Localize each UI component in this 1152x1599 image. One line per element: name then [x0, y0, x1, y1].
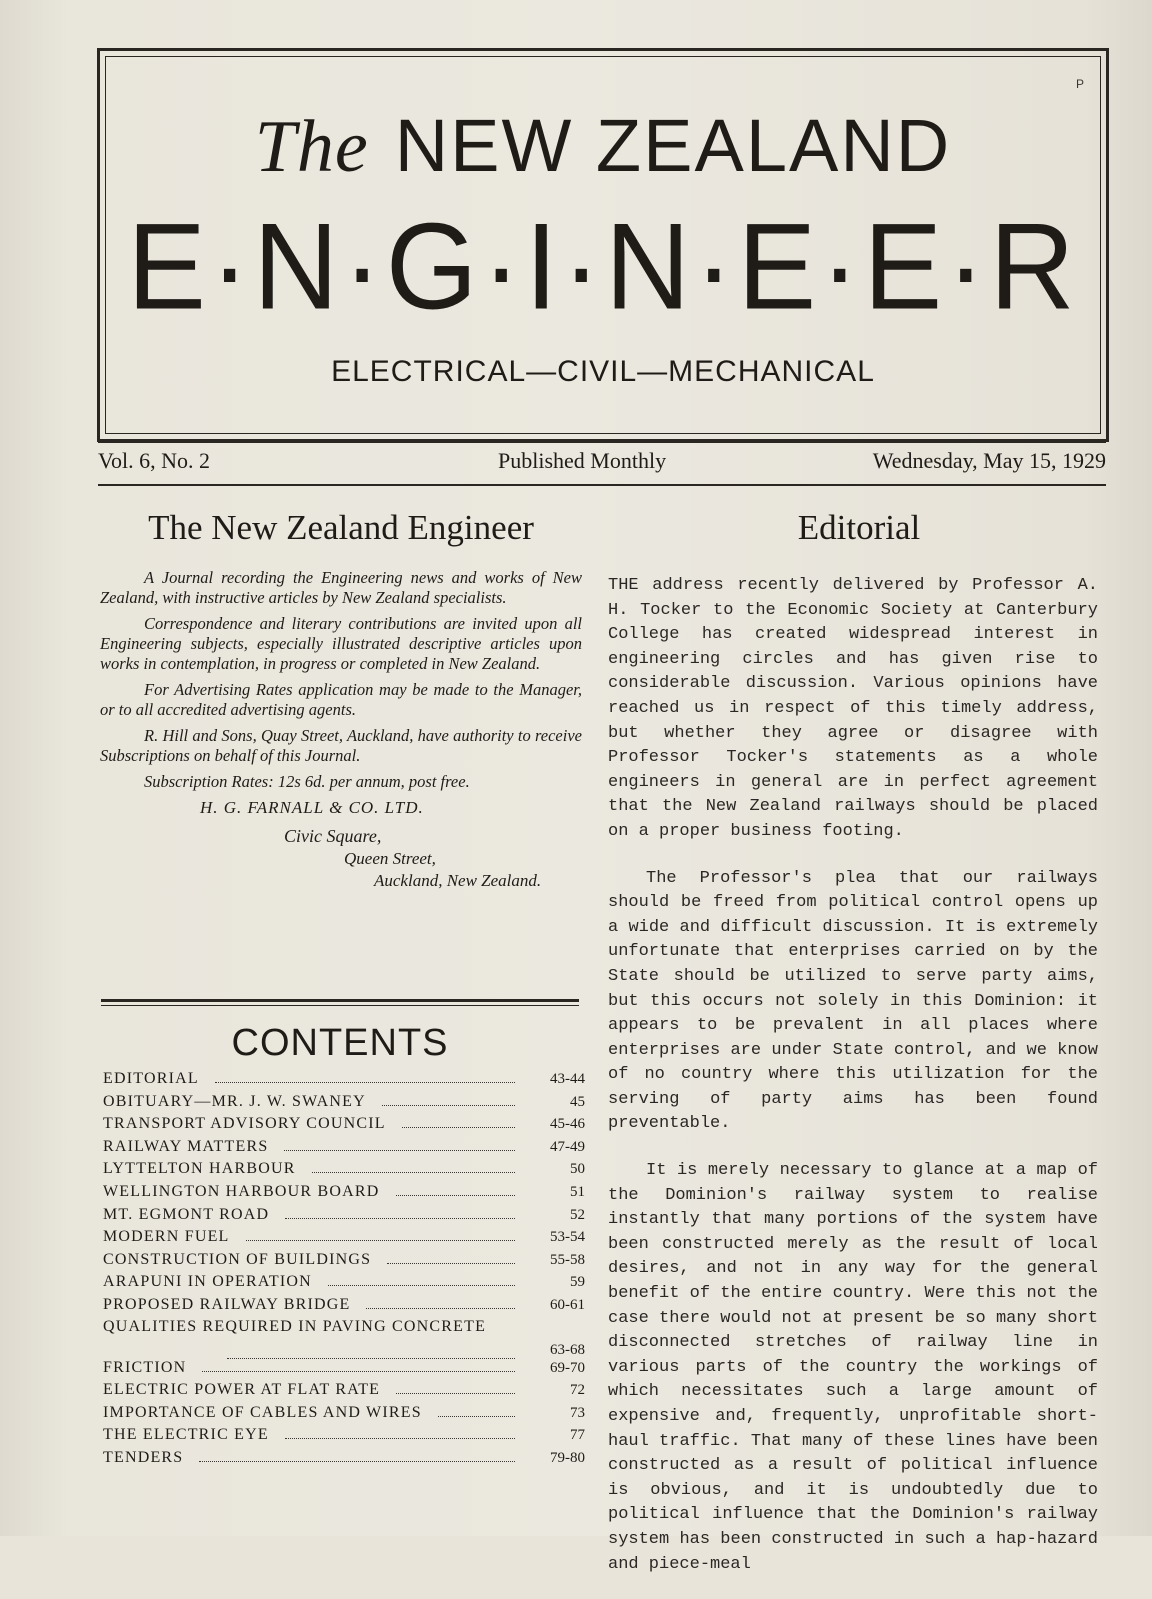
toc-entry-title: MT. EGMONT ROAD: [103, 1205, 270, 1223]
publisher-address-line: Auckland, New Zealand.: [374, 871, 542, 890]
toc-entry[interactable]: [103, 1228, 585, 1251]
toc-entry[interactable]: [103, 1070, 585, 1093]
subscription-rates: Subscription Rates: 12s 6d. per annum, post free.: [144, 772, 470, 791]
toc-entry[interactable]: [103, 1138, 585, 1161]
toc-entry[interactable]: [103, 1381, 585, 1404]
dateline: [98, 448, 1106, 482]
toc-entry-pages: 79-80: [550, 1449, 585, 1466]
dateline-bottom-rule: [98, 484, 1106, 486]
toc-leader-dots: [396, 1183, 516, 1196]
toc-entry[interactable]: [103, 1449, 585, 1472]
toc-leader-dots: [438, 1404, 515, 1417]
toc-entry-title: QUALITIES REQUIRED IN PAVING CONCRETE: [103, 1317, 487, 1335]
editorial-body: [608, 574, 1098, 1577]
toc-leader-dots: [382, 1093, 515, 1106]
about-heading: The New Zealand Engineer: [148, 508, 534, 547]
toc-entry-title: TENDERS: [103, 1448, 184, 1466]
toc-entry-title: OBITUARY—MR. J. W. SWANEY: [103, 1092, 366, 1110]
publisher-address-line: Queen Street,: [344, 849, 436, 868]
toc-entry-title: FRICTION: [103, 1358, 187, 1376]
toc-entry-pages: 55-58: [550, 1251, 585, 1268]
masthead-subtitle: ELECTRICAL—CIVIL—MECHANICAL: [331, 355, 875, 388]
toc-entry[interactable]: [103, 1206, 585, 1229]
toc-entry-title: LYTTELTON HARBOUR: [103, 1160, 296, 1178]
publisher-name: H. G. FARNALL & CO. LTD.: [200, 798, 424, 817]
toc-entry-title: WELLINGTON HARBOUR BOARD: [103, 1182, 380, 1200]
masthead-title-new-zealand: NEW ZEALAND: [394, 104, 952, 187]
toc-leader-dots: [285, 1426, 515, 1439]
toc-entry-pages: 52: [570, 1206, 585, 1223]
toc-leader-dots: [387, 1251, 515, 1264]
issue-date: Wednesday, May 15, 1929: [872, 448, 1106, 473]
about-paragraph: For Advertising Rates application may be made to the Manager, or to all accredited advertising agents.: [100, 680, 582, 719]
about-paragraph: Correspondence and literary contributions are invited upon all Engineering subjects, especially illustrated descriptive articles upon works in contemplation, in progress or completed in New Zealand.: [100, 614, 582, 673]
toc-leader-dots: [199, 1449, 515, 1462]
masthead-title-line: [100, 103, 1106, 190]
toc-entry-title: PROPOSED RAILWAY BRIDGE: [103, 1295, 351, 1313]
toc-leader-dots: [366, 1296, 515, 1309]
toc-entry-pages: 77: [570, 1427, 585, 1444]
editorial-paragraph: THE address recently delivered by Professor A. H. Tocker to the Economic Society at Canterbury College has created widespread interest in engineering circles and has given rise to considerable discussion. Various opinions have reached us in respect of this timely address, but whether they agree or disagree with Professor Tocker's statements as a whole engineers in general are in perfect agreement that the New Zealand railways should be placed on a proper business footing.: [608, 576, 1098, 841]
toc-entry-title: CONSTRUCTION OF BUILDINGS: [103, 1250, 372, 1268]
toc-entry-pages: 51: [570, 1183, 585, 1200]
toc-entry-pages: 53-54: [550, 1229, 585, 1246]
toc-entry-pages: 63-68: [550, 1341, 585, 1358]
toc-entry[interactable]: [103, 1273, 585, 1296]
toc-leader-dots: [215, 1070, 515, 1083]
toc-leader-dots: [312, 1160, 515, 1173]
volume-number: Vol. 6, No. 2: [98, 448, 211, 473]
editorial-paragraph: It is merely necessary to glance at a map of the Dominion's railway system to realise instantly that many portions of the system have been constructed merely as the result of local desires, and not in any way for the general benefit of the entire country. Were this not the case there would not at present be so many short disconnected stretches of railway line in various parts of the country the workings of which necessitates such a large amount of expensive and, frequently, unprofitable short-haul traffic. That many of these lines have been constructed as a result of political influence is obvious, and it is undoubtedly due to political influence that the Dominion's railway system has been constructed in such a hap-hazard and piece-meal: [608, 1161, 1098, 1574]
toc-leader-dots: [285, 1206, 515, 1219]
toc-leader-dots: [202, 1359, 515, 1372]
toc-entry[interactable]: [103, 1093, 585, 1116]
toc-entry-pages: 45-46: [550, 1116, 585, 1133]
toc-leader-dots: [227, 1346, 515, 1359]
editorial-column: [608, 508, 1098, 1599]
contents-heading: CONTENTS: [231, 1022, 449, 1064]
masthead-title-the: The: [254, 106, 369, 188]
toc-entry-pages: 72: [570, 1382, 585, 1399]
toc-entry-pages: 59: [570, 1274, 585, 1291]
masthead-frame: [97, 48, 1109, 442]
toc-entry[interactable]: [103, 1296, 585, 1319]
toc-entry-pages: 69-70: [550, 1359, 585, 1376]
toc-entry[interactable]: [103, 1404, 585, 1427]
toc-leader-dots: [246, 1228, 515, 1241]
toc-entry-pages: 43-44: [550, 1071, 585, 1087]
toc-entry[interactable]: [103, 1359, 585, 1382]
toc-entry-title: RAILWAY MATTERS: [103, 1137, 269, 1155]
toc-entry[interactable]: [103, 1115, 585, 1138]
about-paragraph: R. Hill and Sons, Quay Street, Auckland, have authority to receive Subscriptions on behalf of this Journal.: [100, 726, 582, 765]
dateline-top-rule: [98, 441, 1106, 443]
toc-entry-title: THE ELECTRIC EYE: [103, 1426, 269, 1444]
corner-mark: P: [1075, 77, 1084, 91]
toc-entry-pages: 47-49: [550, 1138, 585, 1155]
toc-leader-dots: [396, 1381, 515, 1394]
toc-entry[interactable]: [103, 1160, 585, 1183]
masthead-title-engineer: E·N·G·I·N·E·E·R: [127, 198, 1079, 336]
toc-entry-pages: 50: [570, 1161, 585, 1178]
toc-leader-dots: [402, 1115, 515, 1128]
toc-entry-title: MODERN FUEL: [103, 1228, 230, 1246]
toc-entry-pages: 45: [570, 1093, 585, 1110]
publisher-address-line: Civic Square,: [284, 826, 382, 846]
toc-entry-title: EDITORIAL: [103, 1070, 199, 1087]
toc-leader-dots: [328, 1273, 515, 1286]
editorial-paragraph: The Professor's plea that our railways should be freed from political control opens up a wide and difficult discussion. It is extremely unfortunate that enterprises carried on by the State should be utilized to serve party aims, but this occurs not solely in this Dominion: it appears to be prevalent in all places where enterprises are under State control, and we know of no country where this utilization for the serving of party aims has been found preventable.: [608, 868, 1098, 1134]
toc-entry-title: IMPORTANCE OF CABLES AND WIRES: [103, 1403, 422, 1421]
toc-entry-pages: 73: [570, 1404, 585, 1421]
publication-frequency: Published Monthly: [498, 448, 667, 473]
editorial-heading: Editorial: [797, 508, 921, 547]
table-of-contents: [103, 1070, 585, 1472]
toc-entry-title: TRANSPORT ADVISORY COUNCIL: [103, 1115, 386, 1133]
toc-entry[interactable]: [103, 1251, 585, 1274]
toc-entry-title: ARAPUNI IN OPERATION: [103, 1273, 312, 1291]
toc-entry[interactable]: [103, 1183, 585, 1206]
about-paragraph: A Journal recording the Engineering news and works of New Zealand, with instructive articles by New Zealand specialists.: [100, 568, 582, 607]
about-column: [100, 508, 582, 891]
toc-entry[interactable]: [103, 1426, 585, 1449]
toc-entry[interactable]: [103, 1319, 585, 1359]
section-divider: [101, 999, 579, 1006]
about-text: [100, 568, 582, 792]
toc-entry-title: ELECTRIC POWER AT FLAT RATE: [103, 1381, 381, 1399]
toc-leader-dots: [284, 1138, 515, 1151]
toc-entry-pages: 60-61: [550, 1296, 585, 1313]
